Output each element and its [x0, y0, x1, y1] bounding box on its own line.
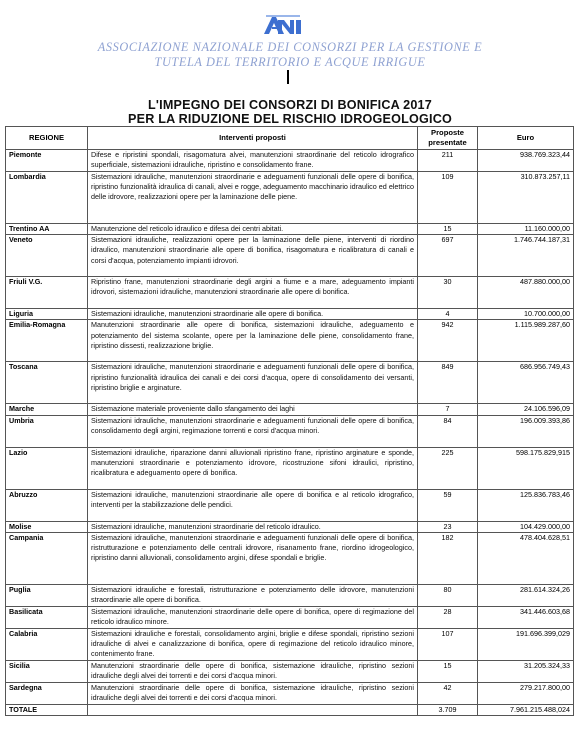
interventions-table — [5, 126, 574, 716]
interventions-cell: Sistemazioni idrauliche, manutenzioni straordinarie e adeguamenti funzionali delle opere di bonifica, ripristino funzionalità idraulica di canali, alvei e rogge, adeguamento macchinario idraulico ed elettrico delle idrovore, realizzazioni opere per la laminazione delle piene. — [88, 172, 418, 224]
euro-cell: 10.700.000,00 — [478, 309, 574, 320]
interventions-cell: Sistemazione materiale proveniente dallo sfangamento dei laghi — [88, 404, 418, 415]
proposals-cell: 80 — [418, 584, 478, 606]
association-name-line-1: ASSOCIAZIONE NAZIONALE DEI CONSORZI PER LA GESTIONE E — [97, 40, 483, 54]
table-row — [6, 447, 574, 489]
proposals-cell: 225 — [418, 447, 478, 489]
proposals-cell: 211 — [418, 150, 478, 172]
table-row — [6, 150, 574, 172]
euro-cell: 686.956.749,43 — [478, 362, 574, 404]
table-row — [6, 532, 574, 584]
euro-cell: 31.205.324,33 — [478, 660, 574, 682]
table-row — [6, 489, 574, 521]
proposals-cell: 697 — [418, 235, 478, 277]
proposals-cell: 849 — [418, 362, 478, 404]
interventions-cell: Sistemazioni idrauliche, manutenzioni straordinarie alle opere di bonifica e al reticolo idrografico, interventi per la stabilizzazione delle pendici. — [88, 489, 418, 521]
euro-cell: 1.746.744.187,31 — [478, 235, 574, 277]
proposals-cell: 182 — [418, 532, 478, 584]
total-proposals-cell: 3.709 — [418, 704, 478, 715]
euro-cell: 24.106.596,09 — [478, 404, 574, 415]
proposals-cell: 59 — [418, 489, 478, 521]
proposals-cell: 28 — [418, 606, 478, 628]
region-cell: Lombardia — [6, 172, 88, 224]
table-row — [6, 172, 574, 224]
region-cell: Liguria — [6, 309, 88, 320]
region-cell: Campania — [6, 532, 88, 584]
euro-cell: 1.115.989.287,60 — [478, 320, 574, 362]
region-cell: Calabria — [6, 628, 88, 660]
column-header-euro: Euro — [478, 127, 574, 150]
total-euro-cell: 7.961.215.488,024 — [478, 704, 574, 715]
euro-cell: 487.880.000,00 — [478, 277, 574, 309]
proposals-cell: 4 — [418, 309, 478, 320]
interventions-cell: Manutenzioni straordinarie delle opere di bonifica, sistemazione idrauliche, ripristino sezioni idrauliche degli alvei dei torrenti e dei corsi d'acqua minori. — [88, 660, 418, 682]
anbi-logo — [262, 14, 304, 36]
column-header-interventions: Interventi proposti — [88, 127, 418, 150]
region-cell: Piemonte — [6, 150, 88, 172]
region-cell: Friuli V.G. — [6, 277, 88, 309]
interventions-cell: Ripristino frane, manutenzioni straordinarie degli argini a fiume e a mare, adeguamento impianti idrovori, sistemazioni idrauliche, manutenzioni straordinarie alle opere di bonifica. — [88, 277, 418, 309]
interventions-cell: Sistemazioni idrauliche, manutenzioni straordinarie del reticolo idraulico. — [88, 521, 418, 532]
region-cell: Puglia — [6, 584, 88, 606]
table-row — [6, 404, 574, 415]
euro-cell: 281.614.324,26 — [478, 584, 574, 606]
euro-cell: 598.175.829,915 — [478, 447, 574, 489]
association-name-line-2: TUTELA DEL TERRITORIO E ACQUE IRRIGUE — [154, 55, 426, 69]
region-cell: Emilia-Romagna — [6, 320, 88, 362]
proposals-cell: 109 — [418, 172, 478, 224]
proposals-cell: 15 — [418, 224, 478, 235]
interventions-cell: Sistemazioni idrauliche, manutenzioni straordinarie delle opere di bonifica, opere di regimazione del reticolo idraulico minore. — [88, 606, 418, 628]
column-header-region: REGIONE — [6, 127, 88, 150]
table-row — [6, 362, 574, 404]
document-title-line-1: L'IMPEGNO DEI CONSORZI DI BONIFICA 2017 — [148, 98, 432, 112]
region-cell: Toscana — [6, 362, 88, 404]
table-row — [6, 277, 574, 309]
interventions-cell: Sistemazioni idrauliche, riparazione danni alluvionali ripristino frane, ripristino arginature e sponde, manutenzioni straordinarie e potenziamento idrovore, ricostruzione sifoni idraulici, ripristino, ricalibratura e adeguamento opere di bonifica. — [88, 447, 418, 489]
region-cell: Lazio — [6, 447, 88, 489]
proposals-cell: 7 — [418, 404, 478, 415]
table-row — [6, 584, 574, 606]
euro-cell: 191.696.399,029 — [478, 628, 574, 660]
region-cell: Basilicata — [6, 606, 88, 628]
table-header-row — [6, 127, 574, 150]
euro-cell: 125.836.783,46 — [478, 489, 574, 521]
interventions-cell: Sistemazioni idrauliche, manutenzioni straordinarie e adeguamenti funzionali delle opere di bonifica, consolidamento degli argini, regimazione torrenti e corsi d'acqua minori. — [88, 415, 418, 447]
interventions-cell: Manutenzioni straordinarie delle opere di bonifica, sistemazione idrauliche, ripristino sezioni idrauliche degli alvei dei torrenti e dei corsi d'acqua minori. — [88, 682, 418, 704]
proposals-cell: 23 — [418, 521, 478, 532]
interventions-cell: Difese e ripristini spondali, risagomatura alvei, manutenzioni straordinarie del reticolo idrografico superficiale, sistemazioni idrauliche, ripristino e consolidamento frane. — [88, 150, 418, 172]
euro-cell: 196.009.393,86 — [478, 415, 574, 447]
euro-cell: 11.160.000,00 — [478, 224, 574, 235]
region-cell: Veneto — [6, 235, 88, 277]
total-label-cell: TOTALE — [6, 704, 88, 715]
table-row — [6, 224, 574, 235]
table-row — [6, 660, 574, 682]
euro-cell: 104.429.000,00 — [478, 521, 574, 532]
interventions-cell: Sistemazioni idrauliche, manutenzioni straordinarie alle opere di bonifica. — [88, 309, 418, 320]
euro-cell: 279.217.800,00 — [478, 682, 574, 704]
euro-cell: 341.446.603,68 — [478, 606, 574, 628]
text-cursor — [287, 70, 289, 84]
region-cell: Umbria — [6, 415, 88, 447]
interventions-cell: Sistemazioni idrauliche, manutenzioni straordinarie e adeguamenti funzionali delle opere di bonifica, ristrutturazione e potenziamento delle centrali idrovore, risanamento frane, riordino idrogeologico, ripristino danni alluvionali, consolidamento argini, difese spondali e briglie. — [88, 532, 418, 584]
interventions-cell: Sistemazioni idrauliche, realizzazioni opere per la laminazione delle piene, interventi di riordino idraulico, manutenzioni straordinarie alle opere di bonifica, risagomatura e ricalibratura di canali e corsi d'acqua, potenziamento impianti idrovori. — [88, 235, 418, 277]
table-row — [6, 628, 574, 660]
euro-cell: 478.404.628,51 — [478, 532, 574, 584]
proposals-cell: 942 — [418, 320, 478, 362]
proposals-cell: 84 — [418, 415, 478, 447]
euro-cell: 310.873.257,11 — [478, 172, 574, 224]
table-row — [6, 309, 574, 320]
region-cell: Abruzzo — [6, 489, 88, 521]
region-cell: Molise — [6, 521, 88, 532]
proposals-cell: 15 — [418, 660, 478, 682]
proposals-cell: 107 — [418, 628, 478, 660]
region-cell: Trentino AA — [6, 224, 88, 235]
region-cell: Sicilia — [6, 660, 88, 682]
table-body — [6, 150, 574, 716]
region-cell: Marche — [6, 404, 88, 415]
document-title-line-2: PER LA RIDUZIONE DEL RISCHIO IDROGEOLOGICO — [128, 112, 452, 126]
interventions-cell: Sistemazioni idrauliche, manutenzioni straordinarie e adeguamenti funzionali delle opere di bonifica, ripristino funzionalità idraulica dei canali e dei corsi d'acqua, opere di consolidamento dei versanti, ripristino briglie e arginature. — [88, 362, 418, 404]
interventions-cell: Sistemazioni idrauliche e forestali, ristrutturazione e potenziamento delle idrovore, manutenzioni straordinarie alle opere di bonifica. — [88, 584, 418, 606]
column-header-proposals: Proposte presentate — [418, 127, 478, 150]
euro-cell: 938.769.323,44 — [478, 150, 574, 172]
table-row — [6, 320, 574, 362]
interventions-cell: Manutenzioni straordinarie alle opere di bonifica, sistemazioni idrauliche, adeguamento e potenziamento del sistema scolante, opere per la laminazione delle piene, consolidamento frane, ripristino dissesti, realizzazione briglie. — [88, 320, 418, 362]
table-row — [6, 606, 574, 628]
interventions-cell: Sistemazioni idrauliche e forestali, consolidamento argini, briglie e difese spondali, ripristino sezioni idrauliche di alvei e canalizzazione di bonifica, opere di regimazione del reticolo idraulico minore, contenimento frane. — [88, 628, 418, 660]
region-cell: Sardegna — [6, 682, 88, 704]
table-row — [6, 415, 574, 447]
proposals-cell: 42 — [418, 682, 478, 704]
total-interventions-cell — [88, 704, 418, 715]
table-row — [6, 521, 574, 532]
proposals-cell: 30 — [418, 277, 478, 309]
table-row — [6, 235, 574, 277]
total-row — [6, 704, 574, 715]
interventions-cell: Manutenzione del reticolo idraulico e difesa dei centri abitati. — [88, 224, 418, 235]
table-row — [6, 682, 574, 704]
